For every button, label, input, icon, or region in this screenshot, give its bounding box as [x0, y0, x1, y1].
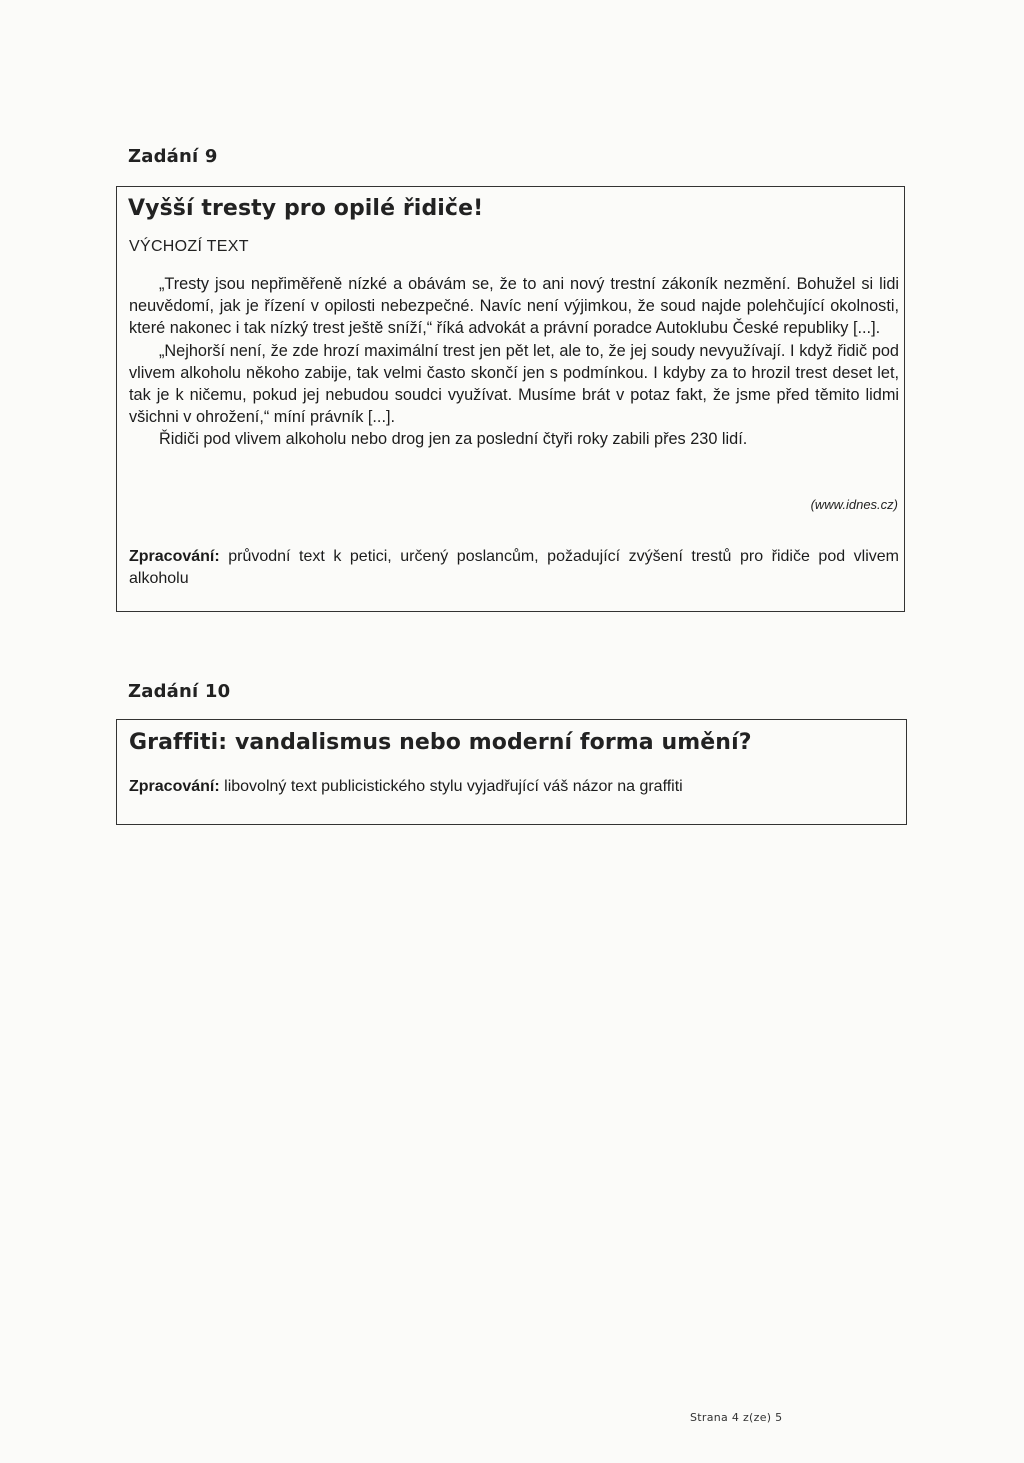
task9-title: [128, 196, 483, 221]
source-text-body: [129, 273, 899, 451]
task10-box: [116, 719, 907, 825]
source-paragraph-2: „Nejhorší není, že zde hrozí maximální trest jen pět let, ale to, že jej soudy nevyužívají. I když řidič pod vlivem alkoholu někoho zabije, tak velmi často skončí jen s podmínkou. I kdyby za to hrozil trest deset let, tak je k ničemu, pokud jej nebudou soudci využívat. Musíme brát v potaz fakt, že jsme před těmito lidmi všichni v ohrožení,“ míní právník [...].: [129, 341, 899, 427]
source-citation: (www.idnes.cz): [810, 497, 898, 512]
source-paragraph-1: „Tresty jsou nepřiměřeně nízké a obávám se, že to ani nový trestní zákoník nezmění. Bohužel si lidi neuvědomí, jak je řízení v opilosti nebezpečné. Navíc není výjimkou, že soud najde polehčující okolnosti, které nakonec i tak nízký trest ještě sníží,“ říká advokát a právní poradce Autoklubu České republiky [...].: [129, 275, 899, 338]
task10-instructions-text: libovolný text publicistického stylu vyjadřující váš názor na graffiti: [224, 778, 683, 795]
task9-instructions-label: Zpracování:: [129, 548, 220, 565]
task10-title: [129, 730, 752, 755]
task9-instructions-text: průvodní text k petici, určený poslancům, požadující zvýšení trestů pro řidiče pod vlivem alkoholu: [129, 548, 899, 587]
source-paragraph-3: Řidiči pod vlivem alkoholu nebo drog jen za poslední čtyři roky zabili přes 230 lidí.: [159, 430, 748, 449]
source-text-label: VÝCHOZÍ TEXT: [129, 238, 249, 255]
page-number: Strana 4 z(ze) 5: [690, 1411, 783, 1424]
task10-instructions-label: Zpracování:: [129, 778, 220, 795]
task9-instructions: [129, 546, 899, 590]
task10-instructions: [129, 776, 899, 798]
task9-box: [116, 186, 905, 612]
task10-heading: Zadání 10: [128, 681, 231, 702]
task9-title-text: Vyšší tresty pro opilé řidiče!: [128, 196, 484, 221]
task10-title-text: Graffiti: vandalismus nebo moderní forma umění?: [129, 730, 752, 755]
task9-heading: Zadání 9: [128, 146, 218, 167]
